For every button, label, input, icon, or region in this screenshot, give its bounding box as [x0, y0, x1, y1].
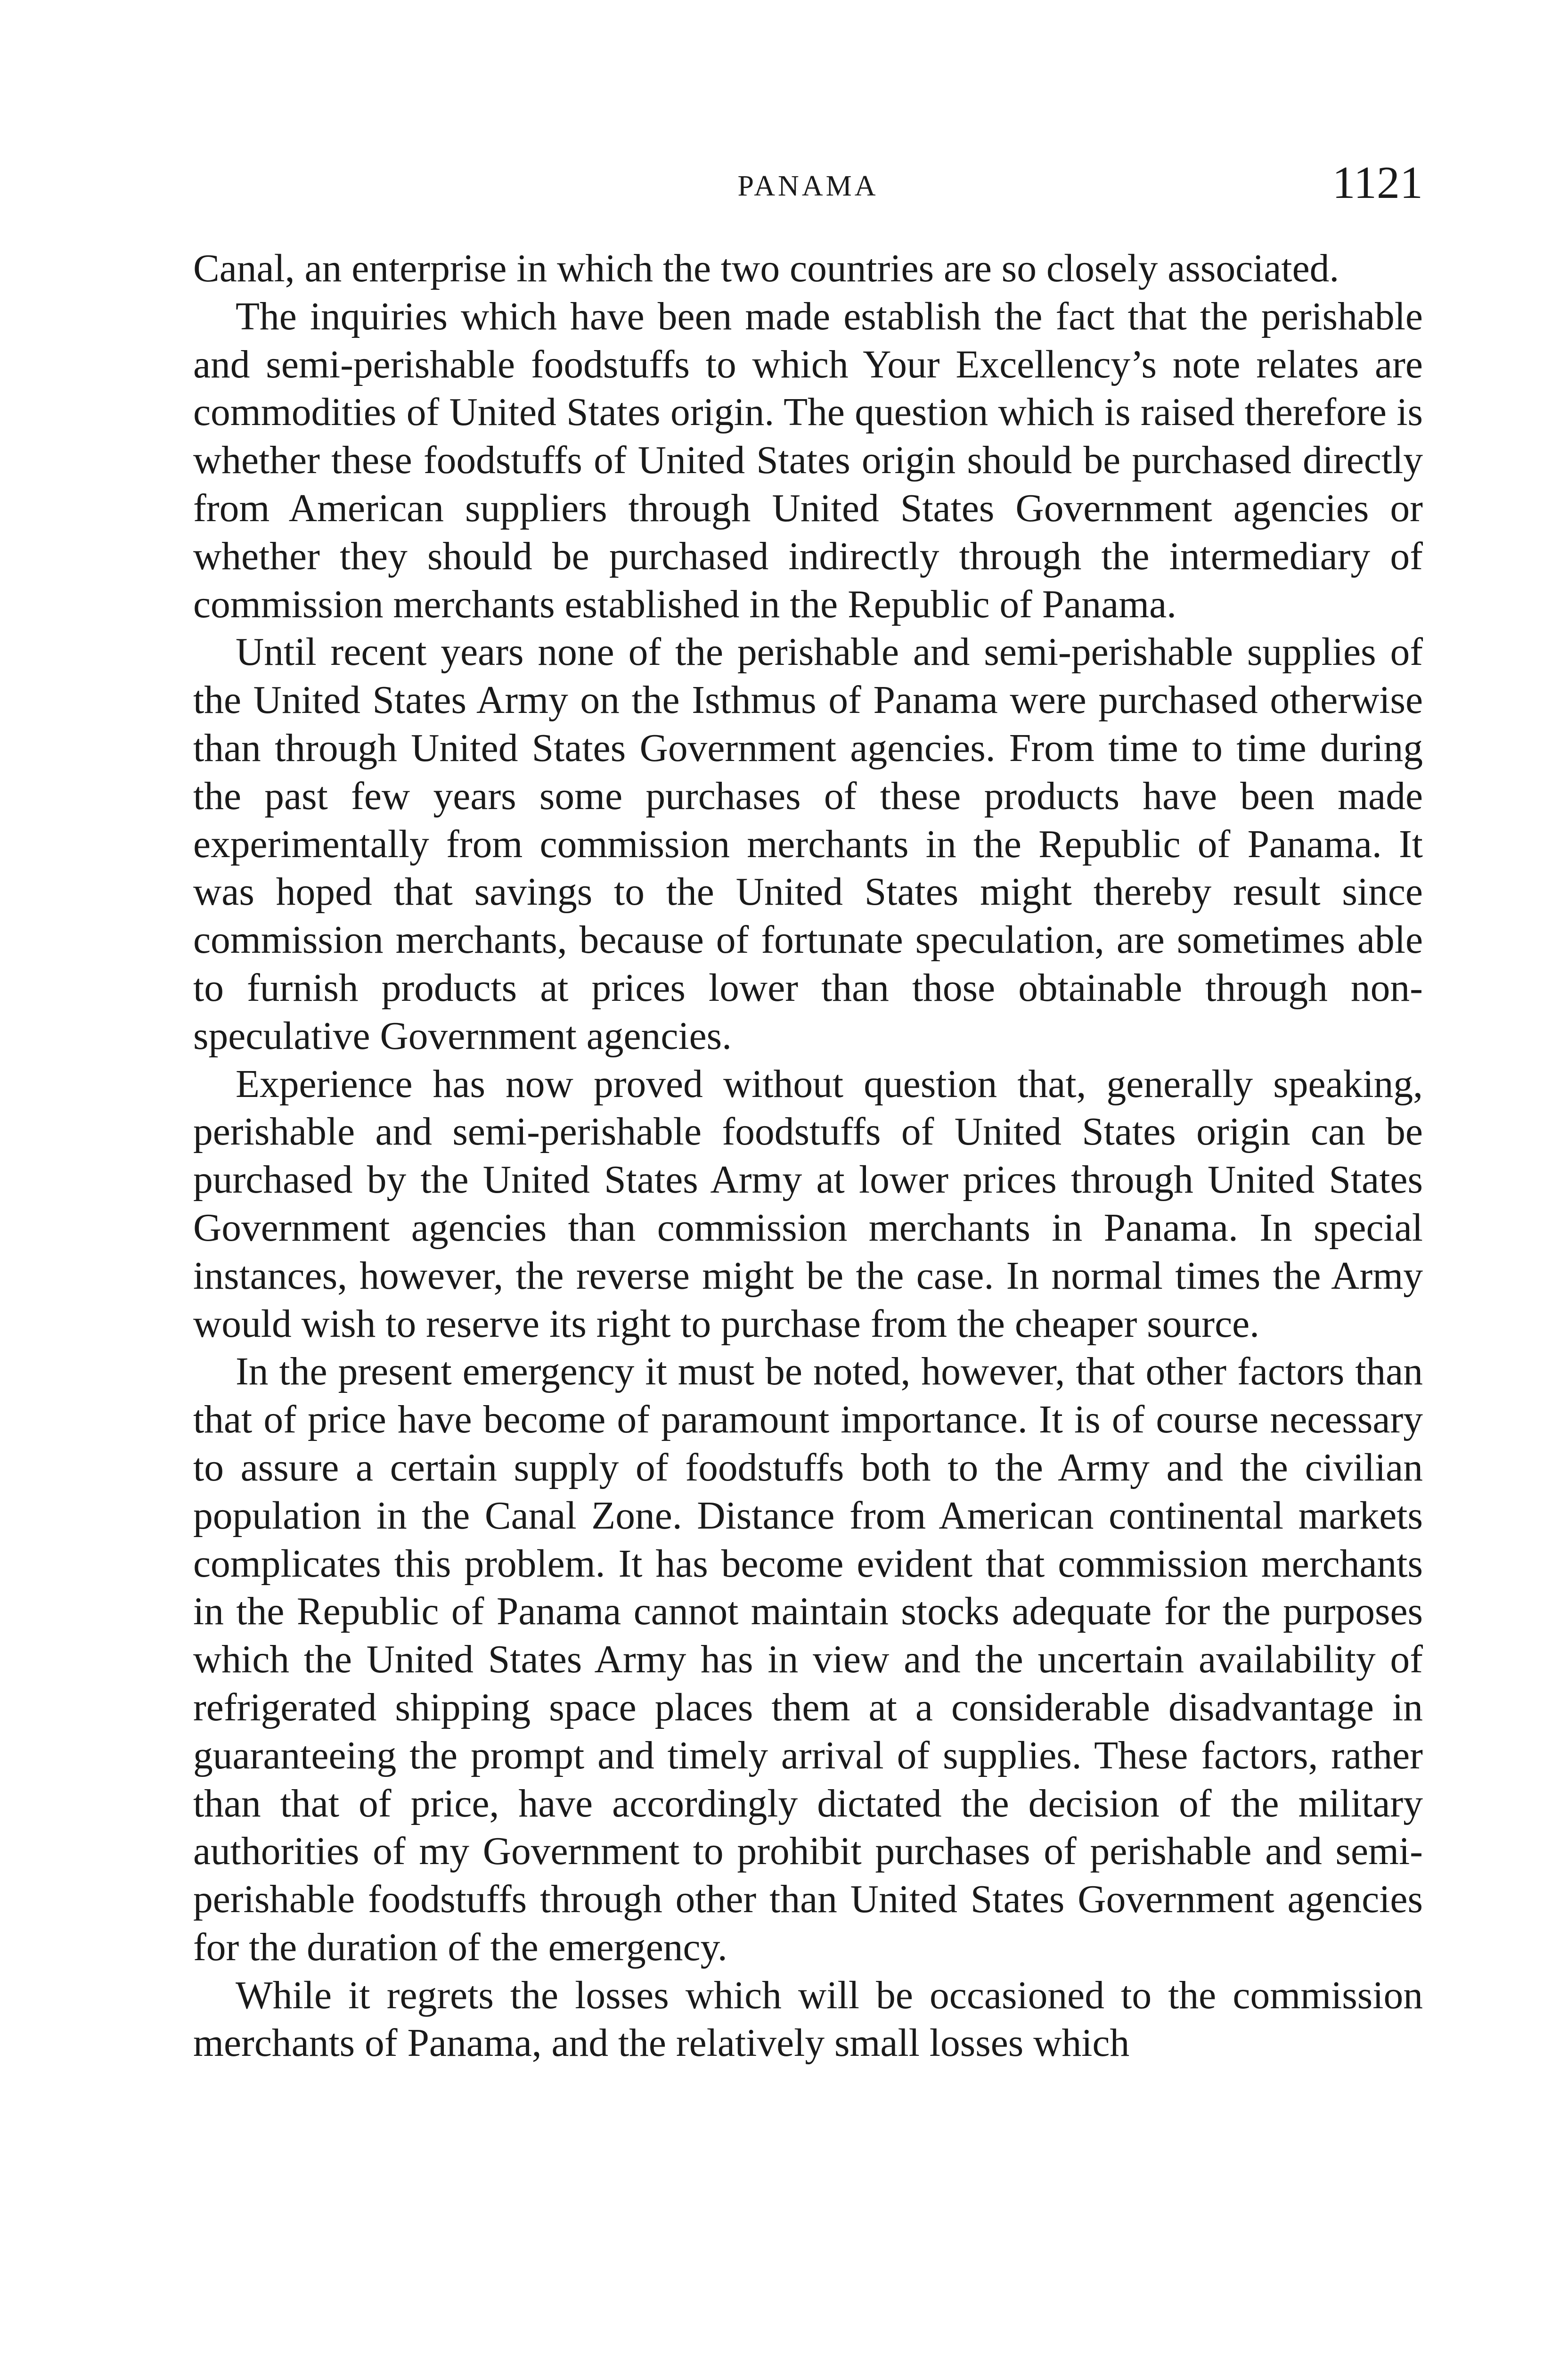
body-text — [193, 245, 1423, 2068]
paragraph: Until recent years none of the perishable and semi-perishable supplies of the United States Army on the Isthmus of Panama were purchased otherwise than through United States Government agencies. From time to time during the past few years some purchases of these products have been made experimentally from commission merchants in the Republic of Panama. It was hoped that savings to the United States might thereby result since commission merchants, because of fortunate speculation, are sometimes able to furnish products at prices lower than those obtainable through non-speculative Government agencies. — [193, 630, 1423, 1058]
paragraph: In the present emergency it must be noted, however, that other factors than that of price have become of paramount importance. It is of course necessary to assure a certain supply of foodstuffs both to the Army and the civilian population in the Canal Zone. Distance from American continental markets complicates this problem. It has become evident that commission merchants in the Republic of Panama cannot maintain stocks adequate for the purposes which the United States Army has in view and the uncertain availability of refrigerated shipping space places them at a considerable disadvantage in guaranteeing the prompt and timely arrival of supplies. These factors, rather than that of price, have accordingly dictated the decision of the military authorities of my Government to prohibit purchases of perishable and semi-perishable foodstuffs through other than United States Government agencies for the duration of the emergency. — [193, 1350, 1423, 1969]
paragraph: While it regrets the losses which will be occasioned to the commission merchants of Panama, and the relatively small losses which — [193, 1973, 1423, 2065]
paragraph: The inquiries which have been made establish the fact that the perishable and semi-perishable foodstuffs to which Your Excellency’s note relates are commodities of United States origin. The question which is raised therefore is whether these foodstuffs of United States origin should be purchased directly from American suppliers through United States Government agencies or whether they should be purchased indirectly through the intermediary of commission merchants established in the Republic of Panama. — [193, 294, 1423, 626]
paragraph: Experience has now proved without question that, generally speaking, perishable and semi-perishable foodstuffs of United States origin can be purchased by the United States Army at lower prices through United States Government agencies than commission merchants in Panama. In special instances, however, the reverse might be the case. In normal times the Army would wish to reserve its right to purchase from the cheaper source. — [193, 1062, 1423, 1346]
paragraph-continuation: Canal, an enterprise in which the two countries are so closely associated. — [193, 247, 1339, 290]
page-header — [193, 157, 1423, 221]
running-head: PANAMA — [737, 170, 879, 202]
page-number: 1121 — [1332, 157, 1423, 208]
